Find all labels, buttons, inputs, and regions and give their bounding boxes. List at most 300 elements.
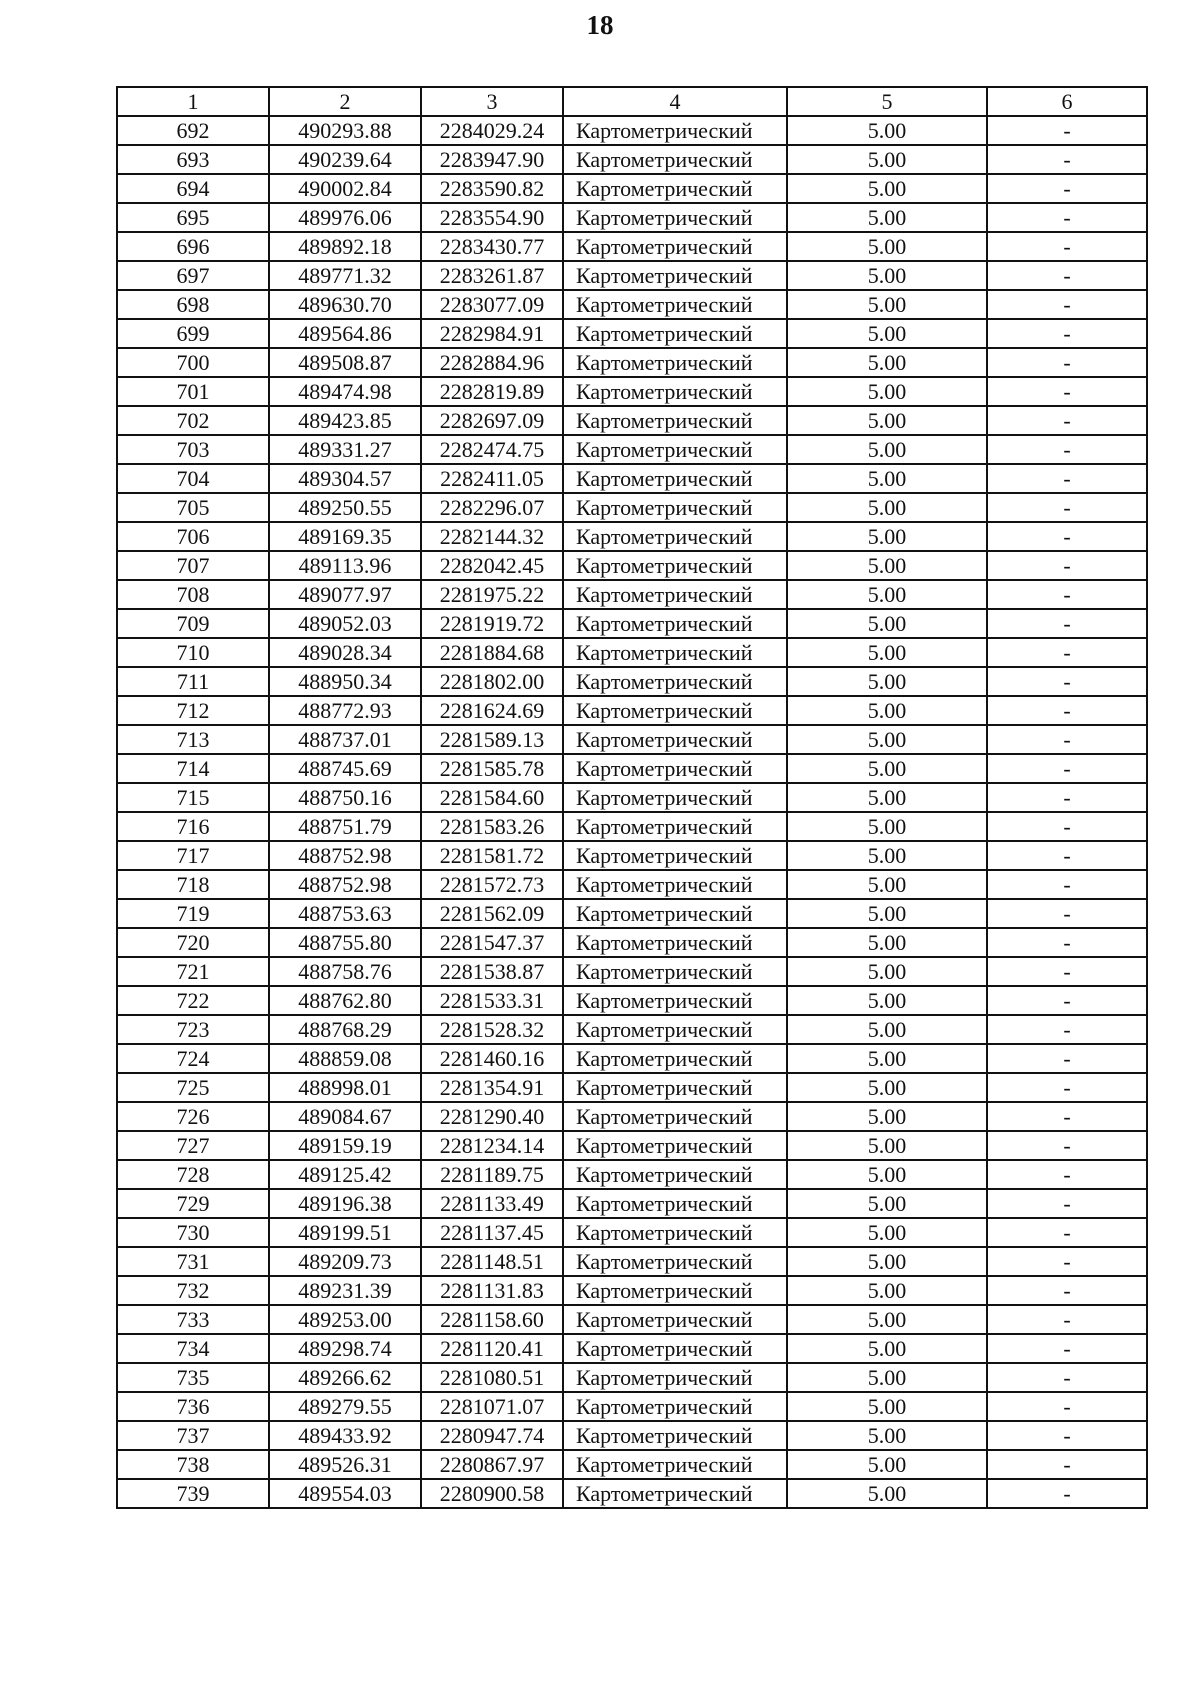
method-cell: Картометрический xyxy=(563,1131,787,1160)
table-row xyxy=(117,1334,1147,1363)
x-coordinate-cell: 489630.70 xyxy=(269,290,421,319)
x-coordinate-cell: 489028.34 xyxy=(269,638,421,667)
x-coordinate-cell: 488752.98 xyxy=(269,841,421,870)
x-coordinate-cell: 489077.97 xyxy=(269,580,421,609)
x-coordinate-cell: 489209.73 xyxy=(269,1247,421,1276)
x-coordinate-cell: 489199.51 xyxy=(269,1218,421,1247)
point-number-cell: 722 xyxy=(117,986,269,1015)
point-number-cell: 704 xyxy=(117,464,269,493)
point-number-cell: 702 xyxy=(117,406,269,435)
accuracy-cell: 5.00 xyxy=(787,725,987,754)
accuracy-cell: 5.00 xyxy=(787,1392,987,1421)
description-cell: - xyxy=(987,580,1147,609)
table-row xyxy=(117,261,1147,290)
y-coordinate-cell: 2281533.31 xyxy=(421,986,563,1015)
x-coordinate-cell: 489564.86 xyxy=(269,319,421,348)
point-number-cell: 693 xyxy=(117,145,269,174)
description-cell: - xyxy=(987,638,1147,667)
point-number-cell: 708 xyxy=(117,580,269,609)
x-coordinate-cell: 489508.87 xyxy=(269,348,421,377)
point-number-cell: 707 xyxy=(117,551,269,580)
method-cell: Картометрический xyxy=(563,1218,787,1247)
description-cell: - xyxy=(987,522,1147,551)
method-cell: Картометрический xyxy=(563,841,787,870)
point-number-cell: 696 xyxy=(117,232,269,261)
method-cell: Картометрический xyxy=(563,145,787,174)
accuracy-cell: 5.00 xyxy=(787,1363,987,1392)
table-row xyxy=(117,493,1147,522)
point-number-cell: 692 xyxy=(117,116,269,145)
point-number-cell: 699 xyxy=(117,319,269,348)
y-coordinate-cell: 2281133.49 xyxy=(421,1189,563,1218)
table-row xyxy=(117,580,1147,609)
description-cell: - xyxy=(987,435,1147,464)
table-row xyxy=(117,812,1147,841)
table-row xyxy=(117,551,1147,580)
accuracy-cell: 5.00 xyxy=(787,1247,987,1276)
point-number-cell: 714 xyxy=(117,754,269,783)
x-coordinate-cell: 489304.57 xyxy=(269,464,421,493)
x-coordinate-cell: 488753.63 xyxy=(269,899,421,928)
method-cell: Картометрический xyxy=(563,1073,787,1102)
accuracy-cell: 5.00 xyxy=(787,290,987,319)
y-coordinate-cell: 2282411.05 xyxy=(421,464,563,493)
table-row xyxy=(117,435,1147,464)
description-cell: - xyxy=(987,957,1147,986)
description-cell: - xyxy=(987,725,1147,754)
accuracy-cell: 5.00 xyxy=(787,493,987,522)
method-cell: Картометрический xyxy=(563,1276,787,1305)
method-cell: Картометрический xyxy=(563,1160,787,1189)
accuracy-cell: 5.00 xyxy=(787,174,987,203)
method-cell: Картометрический xyxy=(563,667,787,696)
x-coordinate-cell: 490293.88 xyxy=(269,116,421,145)
description-cell: - xyxy=(987,551,1147,580)
description-cell: - xyxy=(987,1073,1147,1102)
point-number-cell: 737 xyxy=(117,1421,269,1450)
column-header: 6 xyxy=(987,87,1147,116)
method-cell: Картометрический xyxy=(563,754,787,783)
x-coordinate-cell: 488737.01 xyxy=(269,725,421,754)
method-cell: Картометрический xyxy=(563,1305,787,1334)
x-coordinate-cell: 489331.27 xyxy=(269,435,421,464)
table-row xyxy=(117,783,1147,812)
method-cell: Картометрический xyxy=(563,928,787,957)
table-header-row xyxy=(117,87,1147,116)
description-cell: - xyxy=(987,145,1147,174)
description-cell: - xyxy=(987,1218,1147,1247)
y-coordinate-cell: 2281460.16 xyxy=(421,1044,563,1073)
x-coordinate-cell: 489084.67 xyxy=(269,1102,421,1131)
y-coordinate-cell: 2281538.87 xyxy=(421,957,563,986)
table-row xyxy=(117,232,1147,261)
y-coordinate-cell: 2282474.75 xyxy=(421,435,563,464)
method-cell: Картометрический xyxy=(563,551,787,580)
method-cell: Картометрический xyxy=(563,464,787,493)
y-coordinate-cell: 2281290.40 xyxy=(421,1102,563,1131)
x-coordinate-cell: 490002.84 xyxy=(269,174,421,203)
column-header: 4 xyxy=(563,87,787,116)
accuracy-cell: 5.00 xyxy=(787,1334,987,1363)
table-row xyxy=(117,145,1147,174)
y-coordinate-cell: 2281148.51 xyxy=(421,1247,563,1276)
point-number-cell: 710 xyxy=(117,638,269,667)
description-cell: - xyxy=(987,1479,1147,1508)
x-coordinate-cell: 489169.35 xyxy=(269,522,421,551)
method-cell: Картометрический xyxy=(563,1392,787,1421)
y-coordinate-cell: 2282884.96 xyxy=(421,348,563,377)
description-cell: - xyxy=(987,1131,1147,1160)
y-coordinate-cell: 2281071.07 xyxy=(421,1392,563,1421)
point-number-cell: 700 xyxy=(117,348,269,377)
description-cell: - xyxy=(987,870,1147,899)
description-cell: - xyxy=(987,348,1147,377)
description-cell: - xyxy=(987,1160,1147,1189)
point-number-cell: 711 xyxy=(117,667,269,696)
table-row xyxy=(117,464,1147,493)
point-number-cell: 701 xyxy=(117,377,269,406)
table-row xyxy=(117,319,1147,348)
point-number-cell: 730 xyxy=(117,1218,269,1247)
point-number-cell: 712 xyxy=(117,696,269,725)
description-cell: - xyxy=(987,696,1147,725)
description-cell: - xyxy=(987,377,1147,406)
y-coordinate-cell: 2281131.83 xyxy=(421,1276,563,1305)
description-cell: - xyxy=(987,928,1147,957)
point-number-cell: 736 xyxy=(117,1392,269,1421)
point-number-cell: 695 xyxy=(117,203,269,232)
x-coordinate-cell: 489279.55 xyxy=(269,1392,421,1421)
description-cell: - xyxy=(987,1305,1147,1334)
table-row xyxy=(117,1189,1147,1218)
x-coordinate-cell: 488758.76 xyxy=(269,957,421,986)
method-cell: Картометрический xyxy=(563,203,787,232)
description-cell: - xyxy=(987,1044,1147,1073)
point-number-cell: 709 xyxy=(117,609,269,638)
x-coordinate-cell: 489976.06 xyxy=(269,203,421,232)
table-row xyxy=(117,174,1147,203)
y-coordinate-cell: 2282144.32 xyxy=(421,522,563,551)
description-cell: - xyxy=(987,986,1147,1015)
accuracy-cell: 5.00 xyxy=(787,986,987,1015)
y-coordinate-cell: 2282697.09 xyxy=(421,406,563,435)
y-coordinate-cell: 2282042.45 xyxy=(421,551,563,580)
x-coordinate-cell: 488998.01 xyxy=(269,1073,421,1102)
table-row xyxy=(117,667,1147,696)
table-row xyxy=(117,754,1147,783)
table-row xyxy=(117,870,1147,899)
point-number-cell: 729 xyxy=(117,1189,269,1218)
accuracy-cell: 5.00 xyxy=(787,232,987,261)
accuracy-cell: 5.00 xyxy=(787,1044,987,1073)
x-coordinate-cell: 488752.98 xyxy=(269,870,421,899)
accuracy-cell: 5.00 xyxy=(787,696,987,725)
description-cell: - xyxy=(987,667,1147,696)
accuracy-cell: 5.00 xyxy=(787,1015,987,1044)
point-number-cell: 718 xyxy=(117,870,269,899)
method-cell: Картометрический xyxy=(563,116,787,145)
x-coordinate-cell: 490239.64 xyxy=(269,145,421,174)
table-row xyxy=(117,116,1147,145)
point-number-cell: 734 xyxy=(117,1334,269,1363)
accuracy-cell: 5.00 xyxy=(787,580,987,609)
x-coordinate-cell: 489250.55 xyxy=(269,493,421,522)
accuracy-cell: 5.00 xyxy=(787,1276,987,1305)
table-row xyxy=(117,1421,1147,1450)
method-cell: Картометрический xyxy=(563,899,787,928)
y-coordinate-cell: 2283947.90 xyxy=(421,145,563,174)
x-coordinate-cell: 489526.31 xyxy=(269,1450,421,1479)
y-coordinate-cell: 2281624.69 xyxy=(421,696,563,725)
accuracy-cell: 5.00 xyxy=(787,145,987,174)
point-number-cell: 723 xyxy=(117,1015,269,1044)
table-row xyxy=(117,1102,1147,1131)
x-coordinate-cell: 488751.79 xyxy=(269,812,421,841)
x-coordinate-cell: 489771.32 xyxy=(269,261,421,290)
accuracy-cell: 5.00 xyxy=(787,551,987,580)
x-coordinate-cell: 488859.08 xyxy=(269,1044,421,1073)
page-number: 18 xyxy=(586,10,614,40)
description-cell: - xyxy=(987,1392,1147,1421)
method-cell: Картометрический xyxy=(563,1334,787,1363)
point-number-cell: 719 xyxy=(117,899,269,928)
x-coordinate-cell: 488772.93 xyxy=(269,696,421,725)
accuracy-cell: 5.00 xyxy=(787,319,987,348)
table-row xyxy=(117,1276,1147,1305)
table-row xyxy=(117,1305,1147,1334)
method-cell: Картометрический xyxy=(563,638,787,667)
y-coordinate-cell: 2283430.77 xyxy=(421,232,563,261)
accuracy-cell: 5.00 xyxy=(787,377,987,406)
description-cell: - xyxy=(987,1450,1147,1479)
method-cell: Картометрический xyxy=(563,870,787,899)
description-cell: - xyxy=(987,232,1147,261)
x-coordinate-cell: 489892.18 xyxy=(269,232,421,261)
x-coordinate-cell: 489554.03 xyxy=(269,1479,421,1508)
accuracy-cell: 5.00 xyxy=(787,1160,987,1189)
point-number-cell: 731 xyxy=(117,1247,269,1276)
accuracy-cell: 5.00 xyxy=(787,435,987,464)
description-cell: - xyxy=(987,261,1147,290)
table-row xyxy=(117,1450,1147,1479)
method-cell: Картометрический xyxy=(563,725,787,754)
y-coordinate-cell: 2281137.45 xyxy=(421,1218,563,1247)
y-coordinate-cell: 2281120.41 xyxy=(421,1334,563,1363)
table-row xyxy=(117,609,1147,638)
y-coordinate-cell: 2280900.58 xyxy=(421,1479,563,1508)
point-number-cell: 726 xyxy=(117,1102,269,1131)
point-number-cell: 713 xyxy=(117,725,269,754)
accuracy-cell: 5.00 xyxy=(787,1189,987,1218)
description-cell: - xyxy=(987,290,1147,319)
method-cell: Картометрический xyxy=(563,1102,787,1131)
point-number-cell: 697 xyxy=(117,261,269,290)
y-coordinate-cell: 2280947.74 xyxy=(421,1421,563,1450)
accuracy-cell: 5.00 xyxy=(787,928,987,957)
y-coordinate-cell: 2283077.09 xyxy=(421,290,563,319)
method-cell: Картометрический xyxy=(563,261,787,290)
y-coordinate-cell: 2281581.72 xyxy=(421,841,563,870)
point-number-cell: 735 xyxy=(117,1363,269,1392)
accuracy-cell: 5.00 xyxy=(787,261,987,290)
y-coordinate-cell: 2282296.07 xyxy=(421,493,563,522)
point-number-cell: 724 xyxy=(117,1044,269,1073)
table-row xyxy=(117,899,1147,928)
x-coordinate-cell: 489052.03 xyxy=(269,609,421,638)
accuracy-cell: 5.00 xyxy=(787,957,987,986)
description-cell: - xyxy=(987,319,1147,348)
method-cell: Картометрический xyxy=(563,696,787,725)
description-cell: - xyxy=(987,1247,1147,1276)
table-row xyxy=(117,1247,1147,1276)
column-header: 2 xyxy=(269,87,421,116)
table-row xyxy=(117,696,1147,725)
table-row xyxy=(117,986,1147,1015)
point-number-cell: 725 xyxy=(117,1073,269,1102)
point-number-cell: 732 xyxy=(117,1276,269,1305)
table-row xyxy=(117,203,1147,232)
table-row xyxy=(117,841,1147,870)
description-cell: - xyxy=(987,174,1147,203)
description-cell: - xyxy=(987,203,1147,232)
method-cell: Картометрический xyxy=(563,1015,787,1044)
description-cell: - xyxy=(987,493,1147,522)
x-coordinate-cell: 489253.00 xyxy=(269,1305,421,1334)
method-cell: Картометрический xyxy=(563,232,787,261)
method-cell: Картометрический xyxy=(563,609,787,638)
x-coordinate-cell: 489266.62 xyxy=(269,1363,421,1392)
x-coordinate-cell: 489298.74 xyxy=(269,1334,421,1363)
column-header: 5 xyxy=(787,87,987,116)
point-number-cell: 733 xyxy=(117,1305,269,1334)
method-cell: Картометрический xyxy=(563,1189,787,1218)
accuracy-cell: 5.00 xyxy=(787,870,987,899)
description-cell: - xyxy=(987,1102,1147,1131)
point-number-cell: 717 xyxy=(117,841,269,870)
accuracy-cell: 5.00 xyxy=(787,1073,987,1102)
point-number-cell: 716 xyxy=(117,812,269,841)
accuracy-cell: 5.00 xyxy=(787,754,987,783)
table-row xyxy=(117,1073,1147,1102)
method-cell: Картометрический xyxy=(563,522,787,551)
method-cell: Картометрический xyxy=(563,957,787,986)
accuracy-cell: 5.00 xyxy=(787,406,987,435)
method-cell: Картометрический xyxy=(563,290,787,319)
method-cell: Картометрический xyxy=(563,1044,787,1073)
y-coordinate-cell: 2283590.82 xyxy=(421,174,563,203)
y-coordinate-cell: 2281528.32 xyxy=(421,1015,563,1044)
accuracy-cell: 5.00 xyxy=(787,1305,987,1334)
table-row xyxy=(117,725,1147,754)
accuracy-cell: 5.00 xyxy=(787,1218,987,1247)
y-coordinate-cell: 2281583.26 xyxy=(421,812,563,841)
description-cell: - xyxy=(987,1276,1147,1305)
coordinates-table xyxy=(116,86,1148,1509)
description-cell: - xyxy=(987,841,1147,870)
table-row xyxy=(117,1218,1147,1247)
x-coordinate-cell: 489125.42 xyxy=(269,1160,421,1189)
description-cell: - xyxy=(987,1015,1147,1044)
point-number-cell: 706 xyxy=(117,522,269,551)
table-row xyxy=(117,638,1147,667)
y-coordinate-cell: 2284029.24 xyxy=(421,116,563,145)
point-number-cell: 739 xyxy=(117,1479,269,1508)
table-row xyxy=(117,406,1147,435)
y-coordinate-cell: 2281354.91 xyxy=(421,1073,563,1102)
y-coordinate-cell: 2283554.90 xyxy=(421,203,563,232)
accuracy-cell: 5.00 xyxy=(787,667,987,696)
table-row xyxy=(117,1015,1147,1044)
accuracy-cell: 5.00 xyxy=(787,464,987,493)
table-row xyxy=(117,290,1147,319)
description-cell: - xyxy=(987,1421,1147,1450)
table-row xyxy=(117,928,1147,957)
description-cell: - xyxy=(987,609,1147,638)
accuracy-cell: 5.00 xyxy=(787,783,987,812)
description-cell: - xyxy=(987,406,1147,435)
y-coordinate-cell: 2280867.97 xyxy=(421,1450,563,1479)
point-number-cell: 727 xyxy=(117,1131,269,1160)
x-coordinate-cell: 488755.80 xyxy=(269,928,421,957)
accuracy-cell: 5.00 xyxy=(787,1131,987,1160)
table-row xyxy=(117,1363,1147,1392)
point-number-cell: 703 xyxy=(117,435,269,464)
x-coordinate-cell: 488768.29 xyxy=(269,1015,421,1044)
accuracy-cell: 5.00 xyxy=(787,203,987,232)
y-coordinate-cell: 2282984.91 xyxy=(421,319,563,348)
method-cell: Картометрический xyxy=(563,1363,787,1392)
y-coordinate-cell: 2281975.22 xyxy=(421,580,563,609)
description-cell: - xyxy=(987,899,1147,928)
description-cell: - xyxy=(987,812,1147,841)
table-row xyxy=(117,1160,1147,1189)
method-cell: Картометрический xyxy=(563,377,787,406)
method-cell: Картометрический xyxy=(563,348,787,377)
method-cell: Картометрический xyxy=(563,1247,787,1276)
table-body xyxy=(117,116,1147,1508)
y-coordinate-cell: 2281562.09 xyxy=(421,899,563,928)
x-coordinate-cell: 489159.19 xyxy=(269,1131,421,1160)
table-row xyxy=(117,1044,1147,1073)
y-coordinate-cell: 2281234.14 xyxy=(421,1131,563,1160)
table-row xyxy=(117,1479,1147,1508)
description-cell: - xyxy=(987,783,1147,812)
y-coordinate-cell: 2281158.60 xyxy=(421,1305,563,1334)
y-coordinate-cell: 2281919.72 xyxy=(421,609,563,638)
accuracy-cell: 5.00 xyxy=(787,522,987,551)
point-number-cell: 698 xyxy=(117,290,269,319)
x-coordinate-cell: 489474.98 xyxy=(269,377,421,406)
description-cell: - xyxy=(987,1363,1147,1392)
y-coordinate-cell: 2283261.87 xyxy=(421,261,563,290)
point-number-cell: 728 xyxy=(117,1160,269,1189)
description-cell: - xyxy=(987,116,1147,145)
table-row xyxy=(117,1131,1147,1160)
table-row xyxy=(117,957,1147,986)
method-cell: Картометрический xyxy=(563,174,787,203)
y-coordinate-cell: 2282819.89 xyxy=(421,377,563,406)
method-cell: Картометрический xyxy=(563,812,787,841)
x-coordinate-cell: 488950.34 xyxy=(269,667,421,696)
accuracy-cell: 5.00 xyxy=(787,348,987,377)
method-cell: Картометрический xyxy=(563,406,787,435)
table-row xyxy=(117,522,1147,551)
method-cell: Картометрический xyxy=(563,435,787,464)
y-coordinate-cell: 2281584.60 xyxy=(421,783,563,812)
description-cell: - xyxy=(987,754,1147,783)
x-coordinate-cell: 489113.96 xyxy=(269,551,421,580)
table-row xyxy=(117,377,1147,406)
